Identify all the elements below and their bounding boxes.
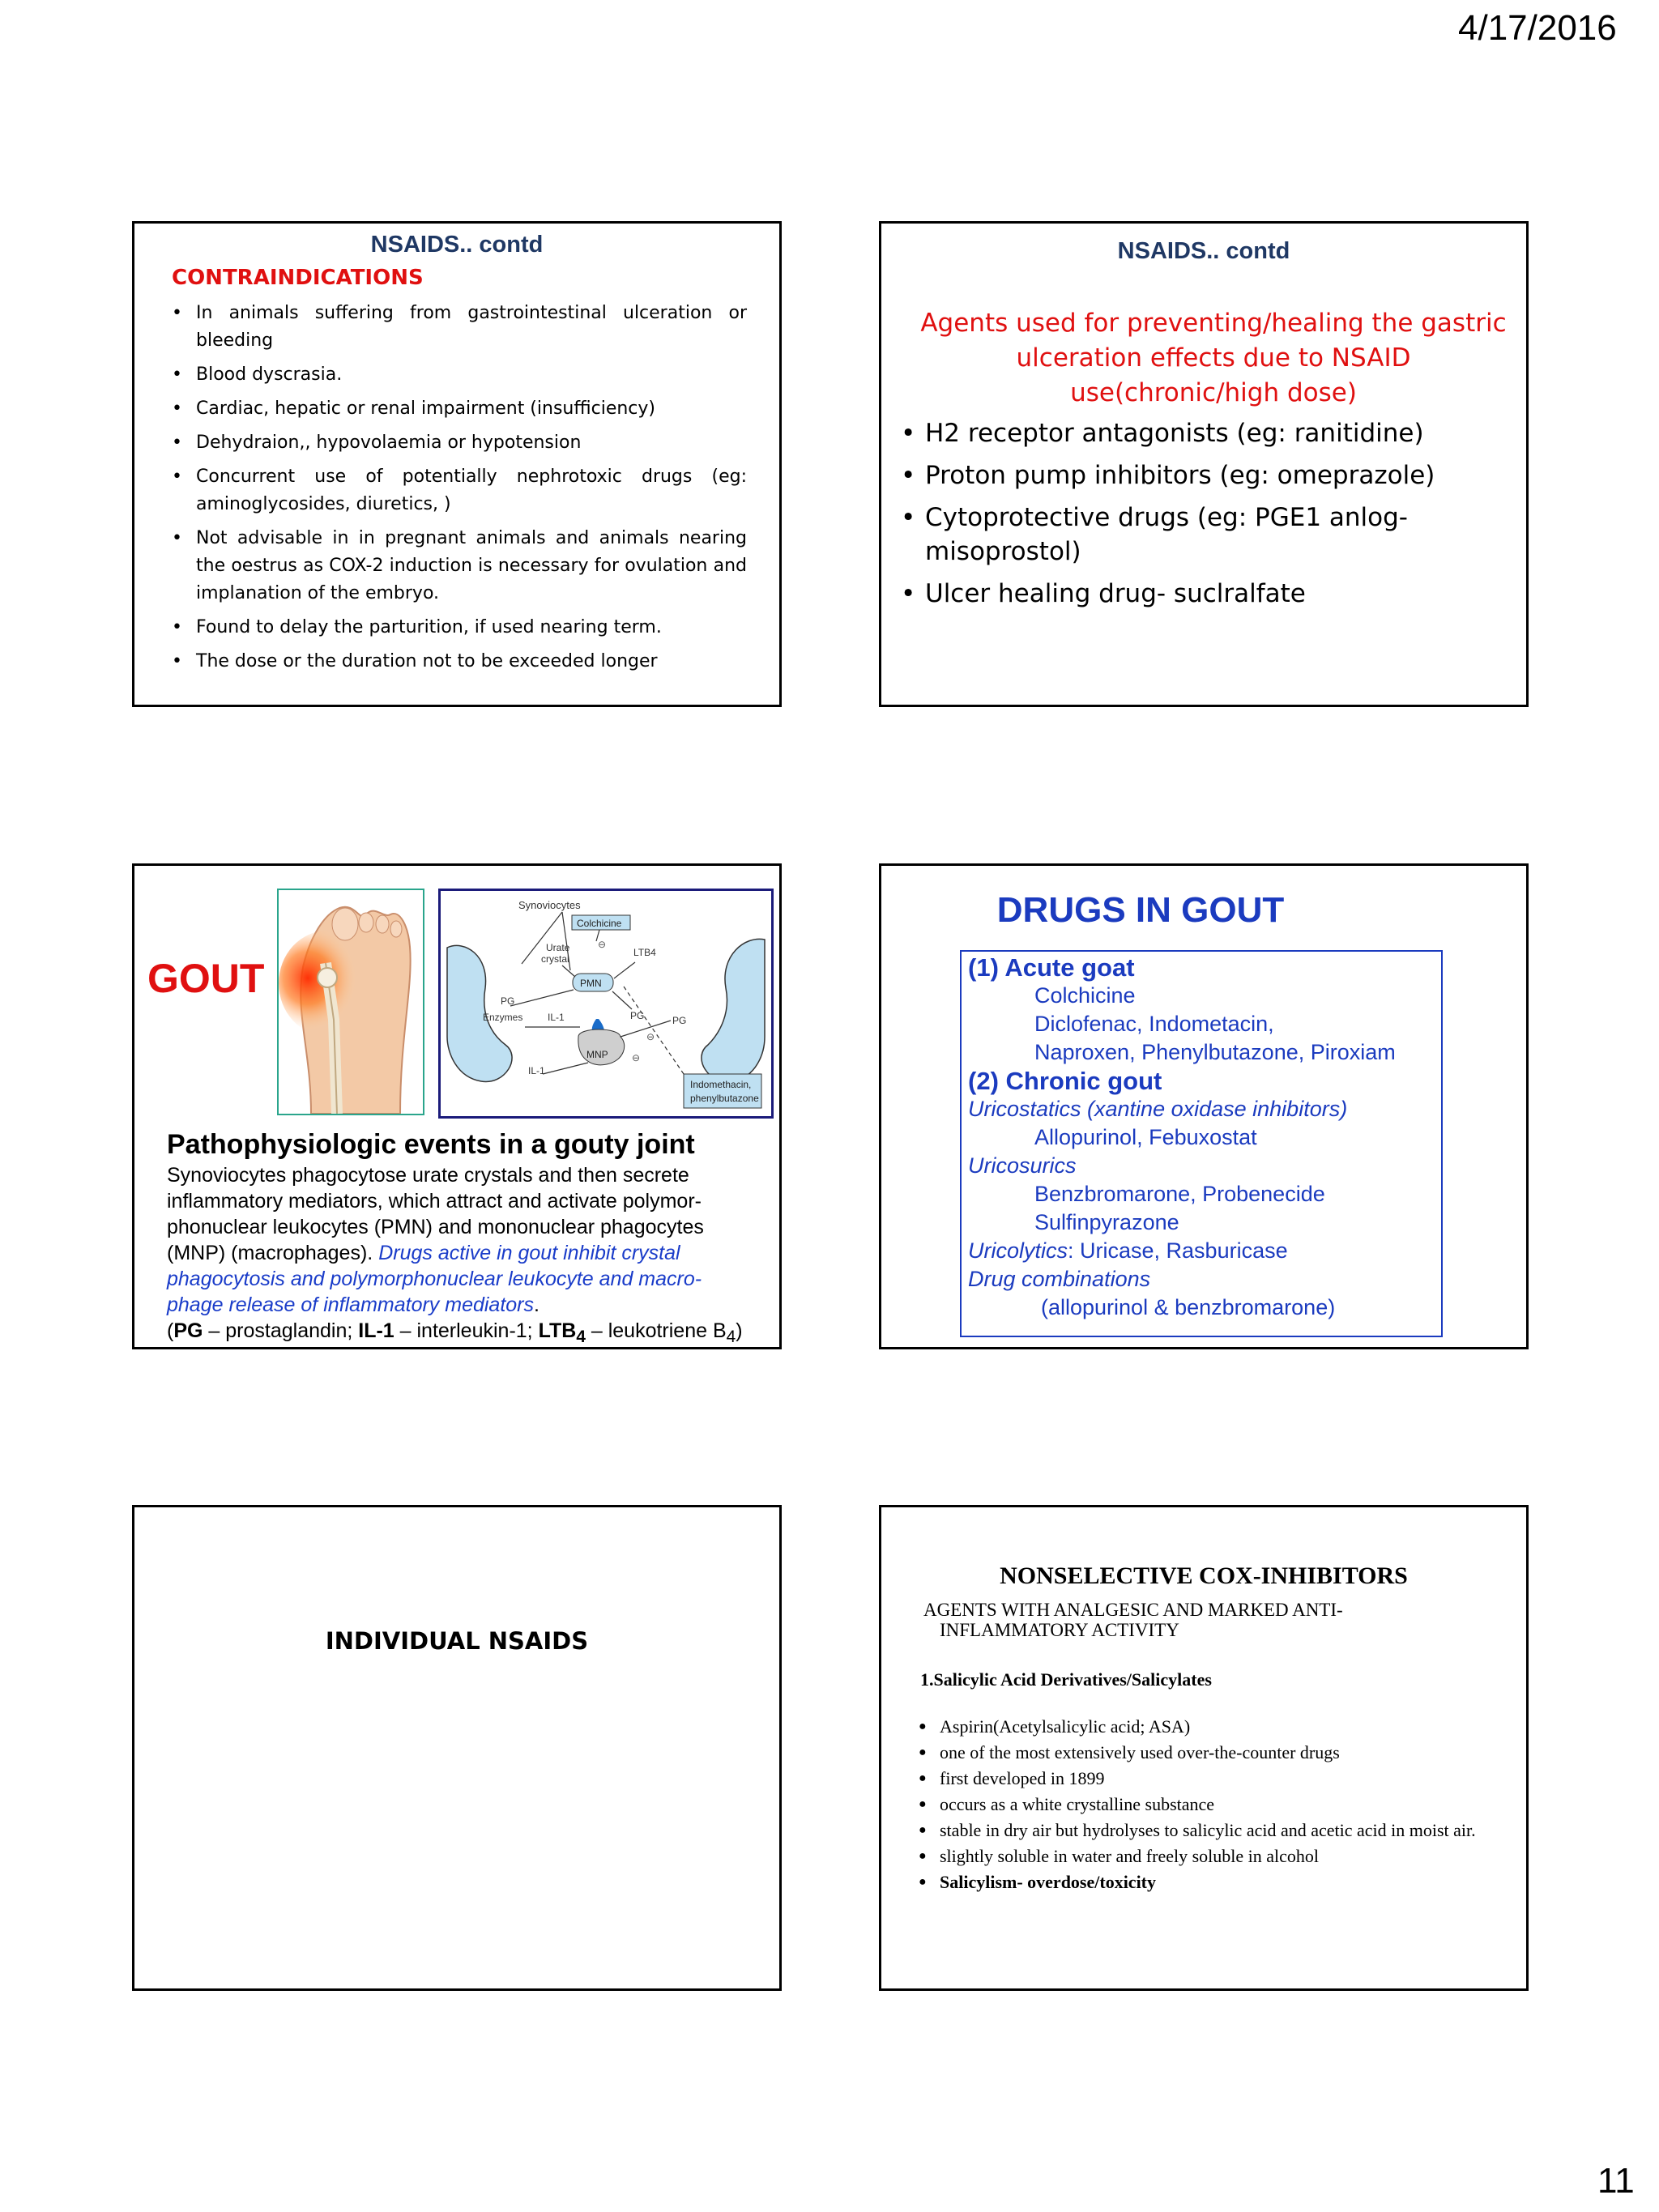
- list-item: • In animals suffering from gastrointestinal ulceration or bleeding: [170, 300, 747, 355]
- page-date: 4/17/2016: [1458, 8, 1617, 48]
- minus-symbol: ⊖: [646, 1031, 655, 1042]
- legend-ltb: $LTB_4$: [538, 1319, 586, 1346]
- minus-symbol: ⊖: [632, 1052, 641, 1063]
- list-item: • Blood dyscrasia.: [170, 361, 747, 389]
- uricolytics-label: Uricolytics: [968, 1238, 1068, 1263]
- slide-title: INDIVIDUAL NSAIDS: [325, 1627, 589, 1655]
- legend-il-def: – interleukin-1;: [394, 1319, 539, 1342]
- acute-drug: Colchicine: [1034, 983, 1136, 1008]
- salicylates-heading: 1.Salicylic Acid Derivatives/Salicylates: [920, 1669, 1212, 1690]
- label-il1: IL-1: [528, 1065, 545, 1076]
- foot-illustration-image: [279, 890, 423, 1114]
- slide-drugs-in-gout: [879, 863, 1529, 1349]
- page-number: 11: [1597, 2161, 1635, 2201]
- list-item: ● stable in dry air but hydrolyses to salicylic acid and acetic acid in moist air.: [917, 1820, 1500, 1841]
- slide-gout: [132, 863, 782, 1349]
- combinations-label: Drug combinations: [968, 1267, 1151, 1291]
- acute-heading: (1) Acute goat: [968, 953, 1135, 982]
- list-item: • Concurrent use of potentially nephrotoxic drugs (eg: aminoglycosides, diuretics, ): [170, 463, 747, 518]
- legend-pg: PG: [173, 1319, 203, 1342]
- legend-ltb-def: – leukotriene B: [585, 1319, 727, 1342]
- label-il1: IL-1: [548, 1012, 565, 1023]
- label-pg: PG: [672, 1015, 687, 1026]
- uricolytics-line: [968, 1237, 1435, 1265]
- slide-title: NSAIDS.. contd: [370, 232, 544, 258]
- uricosurics-label: Uricosurics: [968, 1153, 1077, 1178]
- list-item: ● first developed in 1899: [917, 1768, 1500, 1789]
- contraindications-list: [170, 300, 747, 682]
- uricosurics-drugs: Benzbromarone, Probenecide: [1034, 1182, 1325, 1206]
- label-enzymes: Enzymes: [483, 1012, 523, 1023]
- acute-drug: Naproxen, Phenylbutazone, Piroxiam: [1034, 1040, 1396, 1064]
- list-item: ● slightly soluble in water and freely soluble in alcohol: [917, 1846, 1500, 1867]
- label-pg: PG: [630, 1010, 645, 1021]
- label-ltb4: LTB4: [633, 947, 656, 958]
- slide-nsaids-gastric-agents: [879, 221, 1529, 707]
- legend-pg-def: – prostaglandin;: [203, 1319, 359, 1342]
- combinations-drugs: (allopurinol & benzbromarone): [1041, 1295, 1336, 1319]
- uricostatics-drugs: Allopurinol, Febuxostat: [1034, 1125, 1257, 1149]
- uricolytics-drugs: : Uricase, Rasburicase: [1068, 1238, 1288, 1263]
- gout-pathophysiology-diagram: [438, 889, 774, 1119]
- slide-title: DRUGS IN GOUT: [996, 890, 1285, 930]
- slide-title: NSAIDS.. contd: [1117, 238, 1290, 264]
- label-mnp: MNP: [586, 1049, 608, 1060]
- gout-foot-illustration: [277, 889, 424, 1115]
- description-drug-text: Drugs active in gout inhibit crystal phagocytosis and polymorphonuclear leukocyte and macro-phage release of inflammatory mediators: [167, 1242, 702, 1316]
- list-item: ● occurs as a white crystalline substance: [917, 1794, 1500, 1815]
- label-pmn: PMN: [580, 978, 602, 989]
- minus-symbol: ⊖: [598, 939, 607, 950]
- uricosurics-drugs: Sulfinpyrazone: [1034, 1210, 1179, 1234]
- slide-subtitle: Agents used for preventing/healing the gastric ulceration effects due to NSAID use(chronic/high dose): [920, 309, 1507, 407]
- uricostatics-label: Uricostatics (xantine oxidase inhibitors): [968, 1097, 1348, 1121]
- label-synoviocytes: Synoviocytes: [518, 899, 581, 911]
- pathophysiology-description: Synoviocytes phagocytose urate crystals and then secrete inflammatory mediators, which attract and activate polymor-phonuclear leukocytes (PMN) and mononuclear phagocytes (MNP) (macrophages). Drugs active in gout inhibit crystal phagocytosis and polymorphonuclear leukocyte and macro-phage release of inflammatory mediators. (PG – prostaglandin; IL-1 – interleukin-1; $LTB_4$ – leukotriene $B_4$): [167, 1164, 743, 1346]
- list-item: ● Aspirin(Acetylsalicylic acid; ASA): [917, 1716, 1500, 1737]
- label-phenylbutazone: phenylbutazone: [690, 1093, 759, 1104]
- list-item: ● one of the most extensively used over-the-counter drugs: [917, 1742, 1500, 1763]
- label-pg: PG: [501, 995, 515, 1007]
- label-crystal: crystal: [541, 953, 569, 965]
- list-item: • H2 receptor antagonists (eg: ranitidine): [898, 416, 1513, 450]
- agents-line: INFLAMMATORY ACTIVITY: [940, 1620, 1179, 1640]
- list-item: • Found to delay the parturition, if used nearing term.: [170, 614, 747, 641]
- list-item: • Not advisable in in pregnant animals and animals nearing the oestrus as COX-2 induction is necessary for ovulation and implanation of the embryo.: [170, 525, 747, 607]
- list-item: • Cardiac, hepatic or renal impairment (insufficiency): [170, 395, 747, 423]
- agents-line: AGENTS WITH ANALGESIC AND MARKED ANTI-: [923, 1600, 1343, 1620]
- label-indomethacin: Indomethacin,: [690, 1079, 752, 1090]
- diagram-canvas: [441, 891, 771, 1116]
- list-item: • Dehydraion,, hypovolaemia or hypotension: [170, 429, 747, 457]
- acute-drug: Diclofenac, Indometacin,: [1034, 1012, 1274, 1036]
- slide-title: GOUT: [147, 956, 265, 1001]
- label-urate: Urate: [546, 942, 570, 953]
- list-item-salicylism: ● Salicylism- overdose/toxicity: [917, 1872, 1500, 1893]
- contraindications-heading: CONTRAINDICATIONS: [172, 266, 424, 290]
- description-end: .: [534, 1294, 539, 1316]
- pathophysiology-heading: Pathophysiologic events in a gouty joint: [167, 1129, 695, 1160]
- slide-nonselective-cox-inhibitors: [879, 1505, 1529, 1991]
- slide-nsaids-contraindications: [132, 221, 782, 707]
- agents-list: [898, 416, 1513, 619]
- slide-title: NONSELECTIVE COX-INHIBITORS: [1000, 1562, 1408, 1589]
- slide-individual-nsaids: [132, 1505, 782, 1991]
- legend-ltb-def-sub: 4: [726, 1328, 736, 1346]
- list-item: • Proton pump inhibitors (eg: omeprazole): [898, 458, 1513, 492]
- salicylates-list: [917, 1716, 1500, 1898]
- legend-il: IL-1: [358, 1319, 394, 1342]
- list-item: • Cytoprotective drugs (eg: PGE1 anlog- misoprostol): [898, 501, 1513, 569]
- agents-description: [923, 1600, 1426, 1640]
- list-item: • The dose or the duration not to be exceeded longer: [170, 648, 747, 676]
- list-item: • Ulcer healing drug- suclralfate: [898, 577, 1513, 611]
- gout-drugs-box: [960, 950, 1443, 1337]
- label-colchicine: Colchicine: [577, 918, 622, 929]
- description-text: Synoviocytes phagocytose urate crystals and then secrete inflammatory mediators, which attract and activate polymor-phonuclear leukocytes (PMN) and mononuclear phagocytes (MNP) (macrophages).: [167, 1164, 704, 1264]
- chronic-heading: (2) Chronic gout: [968, 1067, 1162, 1095]
